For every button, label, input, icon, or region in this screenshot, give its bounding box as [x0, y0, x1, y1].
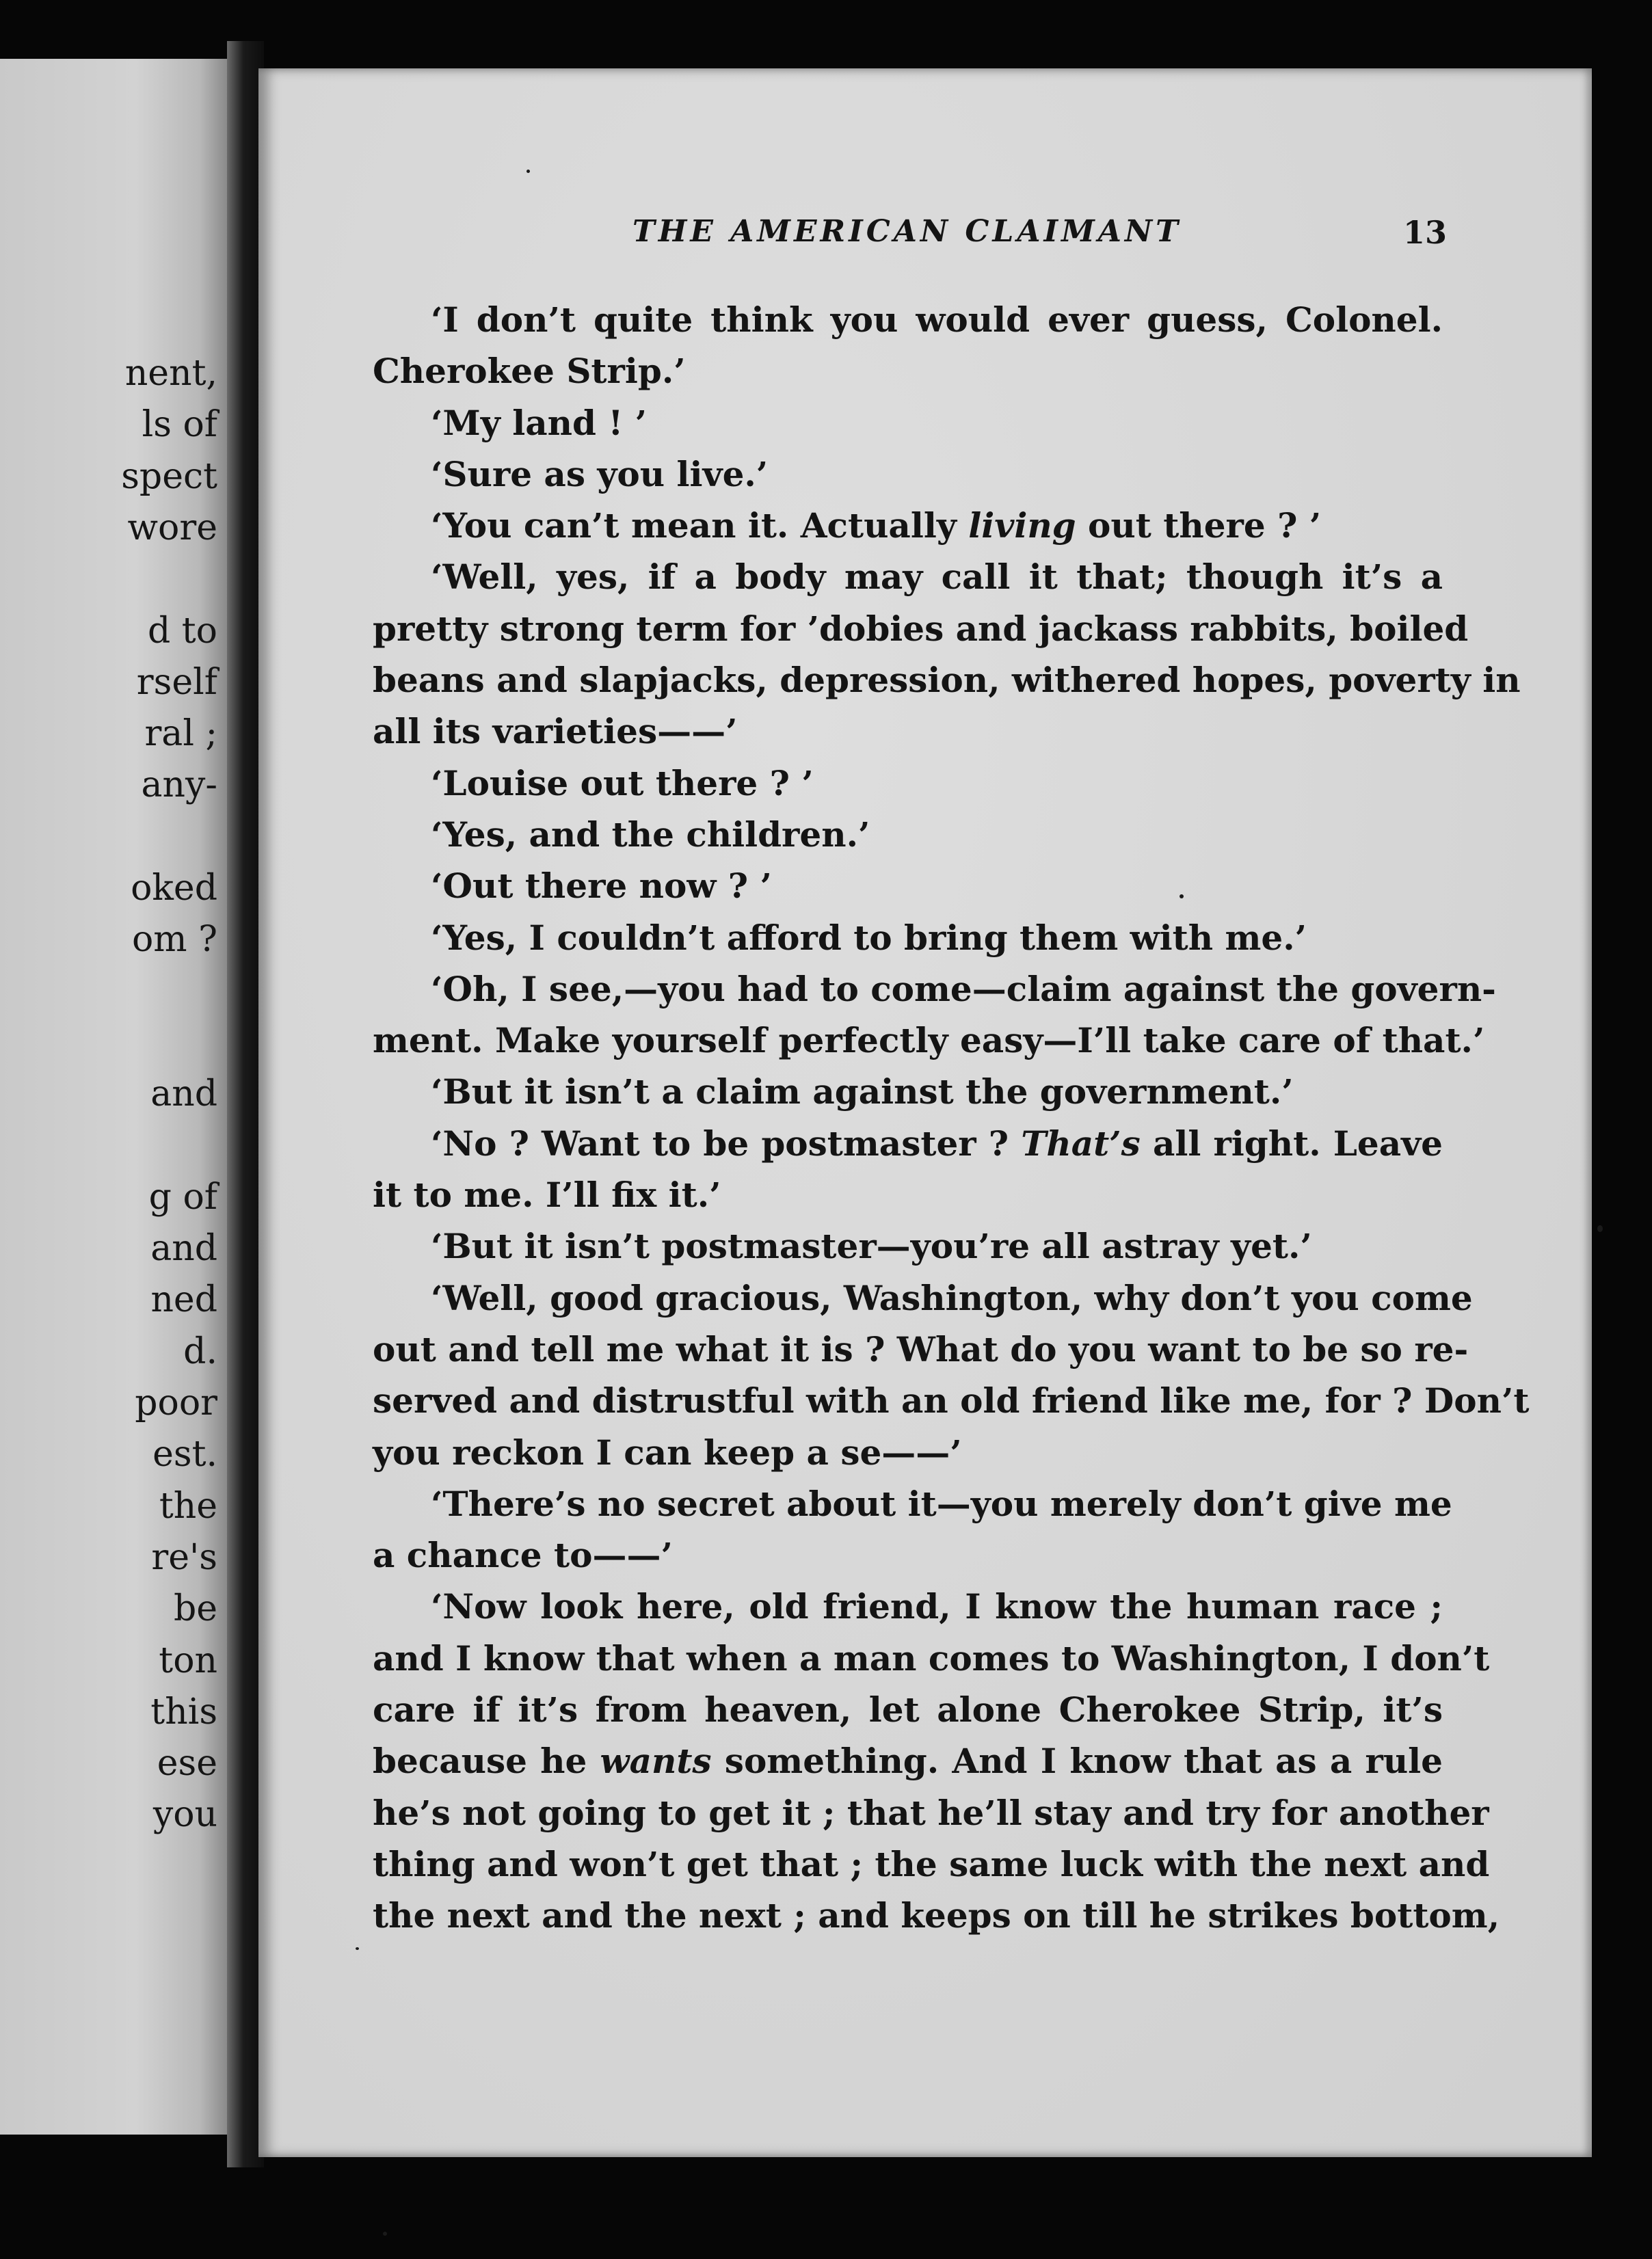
- text-line: out and tell me what it is ? What do you want to be so re-: [373, 1328, 1469, 1369]
- text-line: ‘Now look here, old friend, I know the human race ;: [431, 1586, 1443, 1627]
- running-title: THE AMERICAN CLAIMANT: [632, 214, 1182, 249]
- text-line: ‘But it isn’t a claim against the government.’: [431, 1071, 1294, 1112]
- previous-page-text-fragment: the: [159, 1485, 217, 1527]
- previous-page-text-fragment: ned: [150, 1279, 217, 1321]
- text-line: ‘Yes, I couldn’t afford to bring them with me.’: [431, 917, 1307, 958]
- previous-page-text-fragment: poor: [135, 1382, 217, 1423]
- text-line: served and distrustful with an old friend like me, for ? Don’t: [373, 1380, 1530, 1421]
- italic-emphasis: living: [968, 505, 1076, 546]
- text-line: care if it’s from heaven, let alone Cherokee Strip, it’s: [373, 1689, 1443, 1730]
- text-line: ‘Oh, I see,—you had to come—claim against the govern-: [431, 968, 1496, 1009]
- text-line: ‘My land ! ’: [431, 402, 648, 443]
- text-line: and I know that when a man comes to Washington, I don’t: [373, 1638, 1490, 1679]
- previous-page-edge: [0, 59, 227, 2135]
- text-line: he’s not going to get it ; that he’ll stay and try for another: [373, 1792, 1489, 1833]
- previous-page-text-fragment: oked: [131, 868, 217, 909]
- text-line: ment. Make yourself perfectly easy—I’ll take care of that.’: [373, 1020, 1485, 1061]
- text-line: ‘There’s no secret about it—you merely don’t give me: [431, 1483, 1452, 1524]
- previous-page-text-fragment: rself: [136, 661, 217, 703]
- text-line: it to me. I’ll fix it.’: [373, 1175, 721, 1216]
- text-line: ‘Well, good gracious, Washington, why don’t you come: [431, 1277, 1473, 1318]
- text-line: the next and the next ; and keeps on till he strikes bottom,: [373, 1895, 1500, 1936]
- text-line: because he wants something. And I know that as a rule: [373, 1741, 1443, 1782]
- previous-page-text-fragment: ton: [159, 1640, 217, 1681]
- previous-page-text-fragment: this: [150, 1691, 217, 1733]
- previous-page-text-fragment: be: [173, 1588, 217, 1630]
- previous-page-text-fragment: spect: [121, 455, 217, 497]
- text-line: beans and slapjacks, depression, withered hopes, poverty in: [373, 660, 1521, 701]
- previous-page-text-fragment: nent,: [124, 353, 217, 394]
- previous-page-text-fragment: re's: [151, 1536, 217, 1578]
- italic-emphasis: That’s: [1021, 1123, 1141, 1164]
- text-line: thing and won’t get that ; the same luck with the next and: [373, 1843, 1490, 1884]
- previous-page-text-fragment: om ?: [131, 919, 217, 961]
- text-line: ‘I don’t quite think you would ever guess, Colonel.: [431, 299, 1443, 340]
- previous-page-text-fragment: you: [152, 1794, 217, 1836]
- text-line: ‘No ? Want to be postmaster ? That’s all right. Leave: [431, 1123, 1443, 1164]
- text-line: ‘But it isn’t postmaster—you’re all astray yet.’: [431, 1226, 1312, 1267]
- text-line: ‘Louise out there ? ’: [431, 762, 814, 803]
- previous-page-text-fragment: d to: [147, 610, 217, 652]
- previous-page-text-fragment: any-: [141, 764, 217, 806]
- previous-page-text-fragment: and: [150, 1073, 217, 1115]
- text-line: ‘Out there now ? ’: [431, 866, 772, 907]
- text-line: ‘Sure as you live.’: [431, 453, 769, 494]
- previous-page-text-fragment: ls of: [142, 404, 217, 446]
- text-line: Cherokee Strip.’: [373, 351, 686, 392]
- previous-page-text-fragment: and: [150, 1228, 217, 1270]
- italic-emphasis: wants: [600, 1741, 712, 1782]
- text-line: you reckon I can keep a se——’: [373, 1432, 962, 1473]
- previous-page-text-fragment: ral ;: [144, 713, 217, 755]
- previous-page-text-fragment: est.: [152, 1434, 217, 1475]
- text-line: ‘Well, yes, if a body may call it that; though it’s a: [431, 557, 1443, 598]
- previous-page-text-fragment: wore: [127, 507, 217, 548]
- text-line: a chance to——’: [373, 1535, 673, 1576]
- text-line: ‘Yes, and the children.’: [431, 814, 870, 855]
- text-line: ‘You can’t mean it. Actually living out there ? ’: [431, 505, 1322, 546]
- previous-page-text-fragment: d.: [183, 1331, 217, 1372]
- text-line: pretty strong term for ’dobies and jackass rabbits, boiled: [373, 608, 1469, 649]
- page-body: [373, 294, 1530, 1942]
- text-line: all its varieties——’: [373, 711, 738, 752]
- previous-page-text-fragment: ese: [157, 1743, 217, 1785]
- page-number: 13: [1403, 214, 1448, 251]
- previous-page-text-fragment: g of: [148, 1176, 217, 1218]
